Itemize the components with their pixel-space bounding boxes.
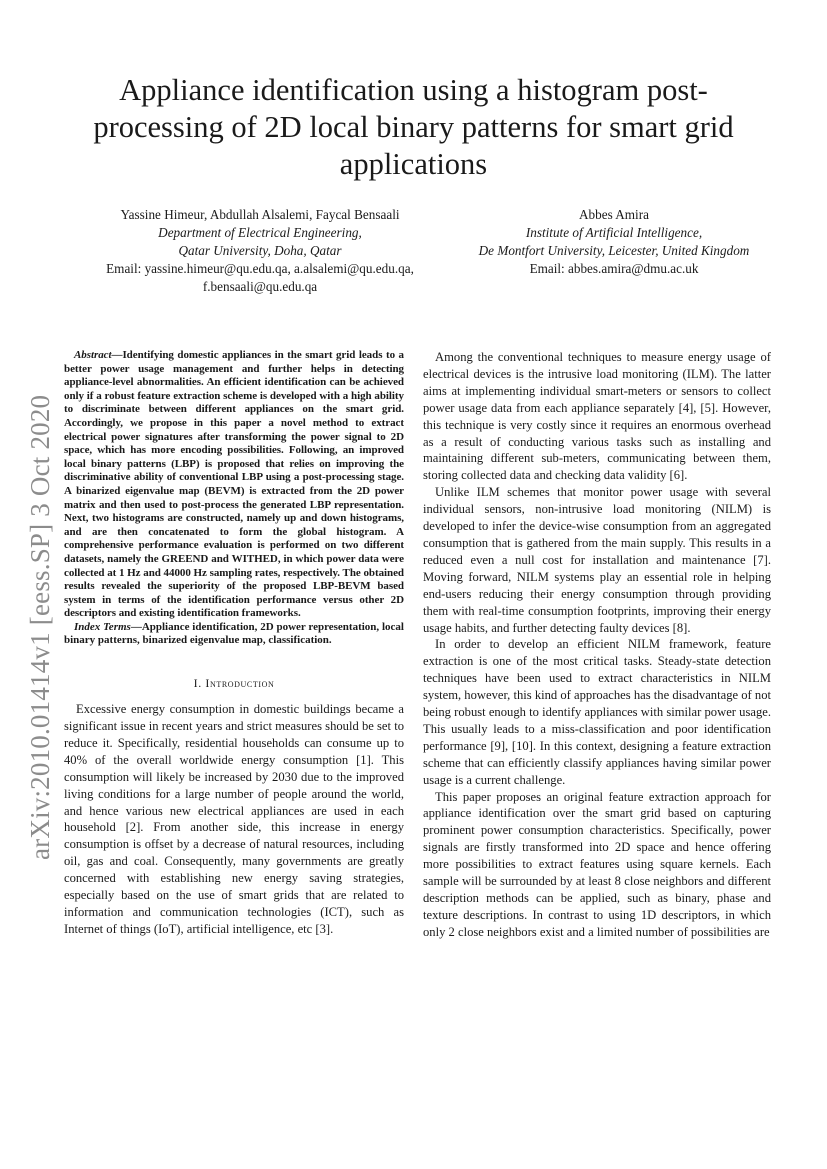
author-institution: Qatar University, Doha, Qatar	[178, 243, 342, 258]
author-names: Yassine Himeur, Abdullah Alsalemi, Faycal Bensaali	[120, 207, 400, 222]
author-names: Abbes Amira	[579, 207, 649, 222]
author-email-continued: f.bensaali@qu.edu.qa	[202, 279, 318, 294]
index-terms	[64, 621, 404, 648]
right-column	[423, 349, 771, 941]
author-email: Email: yassine.himeur@qu.edu.qa, a.alsalemi@qu.edu.qa,	[106, 261, 414, 276]
section-heading-introduction	[64, 676, 404, 691]
arxiv-identifier: arXiv:2010.01414v1 [eess.SP] 3 Oct 2020	[25, 394, 55, 860]
author-email: Email: abbes.amira@dmu.ac.uk	[529, 261, 699, 276]
author-department: Institute of Artificial Intelligence,	[525, 225, 703, 240]
index-terms-label: Index Terms	[74, 620, 131, 633]
paper-title: Appliance identification using a histogram post-processing of 2D local binary patterns for smart grid applications	[93, 73, 734, 181]
abstract-label: Abstract	[74, 349, 112, 361]
body-paragraph: This paper proposes an original feature extraction approach for appliance identification over the smart grid based on capturing prominent power consumption characteristics. Specifically, power signals are firstly transformed into 2D space and hence offering more possibilities to extract features using square kernels. Each sample will be surrounded by at least 8 close neighbors and different description methods can be applied, such as binary, phase and texture descriptions. In contrast to using 1D descriptors, in which only 2 close neighbors exist and a limited number of possibilities are	[423, 789, 771, 939]
body-paragraph: In order to develop an efficient NILM framework, feature extraction is one of the most critical tasks. Steady-state detection techniques have been used to extract characteristics in NILM system, however, this kind of approaches has the disadvantage of not being robust enough to identify appliances with similar power usage. This usually leads to a miss-classification and poor identification performance [9], [10]. In this context, designing a feature extraction scheme that can efficiently classify appliances having similar power usage is a current challenge.	[423, 637, 771, 787]
section-number: I.	[193, 676, 202, 691]
abstract	[64, 349, 404, 621]
body-paragraph: Among the conventional techniques to measure energy usage of electrical devices is the intrusive load monitoring (ILM). The latter aims at implementing individual smart-meters or sensors to collect power usage data from each appliance separately [4], [5]. However, this technique is very costly since it requires an enormous overhead as a result of conducting various tasks such as installing and maintaining different sub-meters, communicating between them, storing collected data and checking data validity [6].	[423, 350, 771, 483]
author-block-right	[434, 206, 794, 278]
author-institution: De Montfort University, Leicester, United Kingdom	[478, 243, 750, 258]
abstract-text: —Identifying domestic appliances in the smart grid leads to a better power usage management and further helps in detecting appliance-level abnormalities. An efficient identification can be achieved only if a robust feature extraction scheme is developed with a high ability to discriminate between different appliances on the smart grid. Accordingly, we propose in this paper a novel method to extract electrical power signatures after transforming the power signal to 2D space, which has more encoding possibilities. Following, an improved local binary patterns (LBP) is proposed that relies on improving the discriminative ability of conventional LBP using a post-processing stage. A binarized eigenvalue map (BEVM) is extracted from the 2D power matrix and then used to post-process the generated LBP representation. Next, two histograms are constructed, namely up and down histograms, and are then concatenated to form the global histogram. A comprehensive performance evaluation is performed on two different datasets, namely the GREEND and WITHED, in which power data were collected at 1 Hz and 44000 Hz sampling rates, respectively. The obtained results revealed the superiority of the proposed LBP-BEVM based system in terms of the identification performance versus other 2D descriptors and existing identification frameworks.	[64, 349, 404, 620]
arxiv-sidebar	[20, 360, 60, 860]
left-column	[64, 349, 404, 938]
section-title: Introduction	[205, 676, 275, 691]
author-block-left	[60, 206, 460, 296]
body-paragraph: Unlike ILM schemes that monitor power usage with several individual sensors, non-intrusive load monitoring (NILM) is developed to infer the device-wise consumption from an aggregated consumption that is gathered from the main supply. This results in a reduced even a null cost for installation and maintenance [7]. Moving forward, NILM systems play an essential role in helping end-users reducing their energy consumption through providing them with real-time consumption footprints, improving their energy usage habits, and further detecting faulty devices [8].	[423, 485, 771, 635]
body-paragraph: Excessive energy consumption in domestic buildings became a significant issue in recent years and strict measures should be set to reduce it. Specifically, residential households can consume up to 40% of the overall worldwide energy consumption [1]. This consumption will likely be increased by 2030 due to the improved living conditions for a large number of people around the world, and hence various new electrical appliances are used in each household [2]. From another side, this increase in energy consumption is offset by a decrease of natural resources, including oil, gas and coal. Consequently, many governments are greatly concerned with establishing new energy saving strategies, especially based on the use of smart grids that are related to information and communication technologies (ICT), such as Internet of things (IoT), artificial intelligence, etc [3].	[64, 702, 404, 936]
author-department: Department of Electrical Engineering,	[158, 225, 362, 240]
index-terms-text: —Appliance identification, 2D power representation, local binary patterns, binarized eigenvalue map, classification.	[64, 620, 404, 647]
